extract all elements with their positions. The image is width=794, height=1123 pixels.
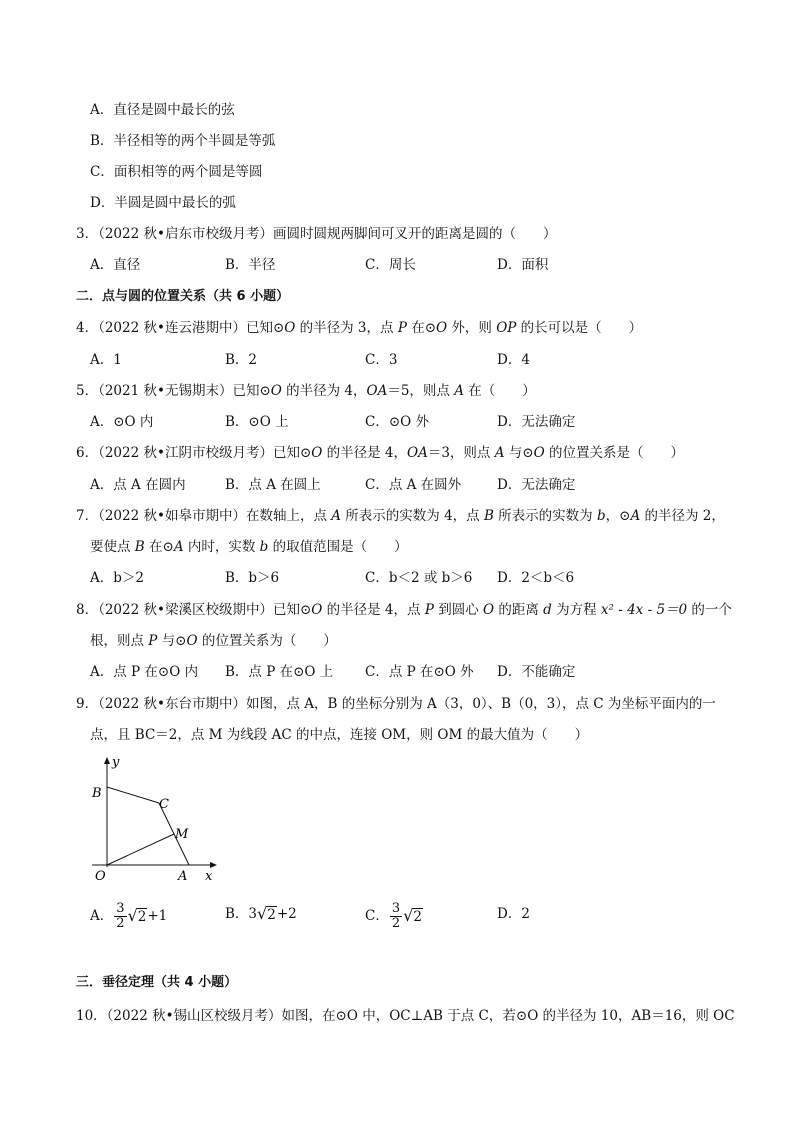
q5-text: ＝5，则点 (387, 383, 455, 399)
sqrt-icon: √ (403, 906, 414, 925)
q4-text: 外，则 (447, 320, 497, 336)
q2-option-d: D．半圆是圆中最长的弧 (90, 195, 236, 211)
q2-option-c: C．面积相等的两个圆是等圆 (90, 164, 263, 180)
q8-text: 根，则点 (90, 633, 149, 649)
q6-var: A (494, 445, 505, 461)
q9-option-b (225, 902, 297, 927)
fraction-denominator: 2 (391, 916, 401, 931)
q3-option-d: D．面积 (497, 257, 549, 273)
label-o: O (95, 869, 106, 884)
q4-option-a: A．1 (90, 352, 122, 368)
q9-option-a-fraction (114, 902, 126, 931)
q9-option-c-label: C． (365, 908, 389, 924)
q6-text: 与⊙ (504, 445, 534, 461)
q4-option-d: D．4 (497, 352, 530, 368)
q7-text: 7．（2022 秋•如皋市期中）在数轴上，点 (76, 508, 332, 524)
q7-option-d: D．2＜b＜6 (497, 570, 575, 586)
q6-var: OA (407, 445, 428, 461)
q5-text: 在（ ） (463, 383, 536, 399)
section-2-title: 二．点与圆的位置关系（共 6 小题） (76, 289, 290, 304)
q8-var: O (311, 602, 323, 618)
q8-var: d (543, 602, 552, 618)
q9-option-d: D．2 (497, 906, 530, 922)
q7-text: 要使点 (90, 539, 135, 555)
q6-option-c: C．点 A 在圆外 (365, 477, 462, 493)
q6-option-a: A．点 A 在圆内 (90, 477, 186, 493)
q4-var: O (436, 320, 448, 336)
q8-text: 到圆心 (433, 602, 483, 618)
q8-var: P (424, 602, 434, 618)
q7-stem-line2 (90, 537, 408, 557)
q7-stem-line1 (76, 506, 725, 526)
q3-option-b: B．半径 (225, 257, 276, 273)
q7-text: 的半径为 2， (640, 508, 725, 524)
q7-var: b (259, 539, 269, 555)
q9-stem-line2: 点，且 BC＝2，点 M 为线段 AC 的中点，连接 OM，则 OM 的最大值为（ ） (90, 727, 589, 743)
q5-option-d: D．无法确定 (497, 414, 576, 430)
q8-text: 为方程 (551, 602, 601, 618)
q4-option-c: C．3 (365, 352, 398, 368)
q8-text: 的一个 (687, 602, 732, 618)
q8-option-c: C．点 P 在⊙O 外 (365, 664, 474, 680)
label-c: C (159, 797, 169, 812)
q8-var: O (483, 602, 495, 618)
sqrt-icon: √ (257, 904, 268, 923)
q5-text: 5．（2021 秋•无锡期末）已知⊙ (76, 383, 271, 399)
label-m: M (175, 827, 189, 842)
q9-option-c (365, 902, 423, 931)
q4-option-b: B．2 (225, 352, 258, 368)
q4-text: 的半径为 3，点 (295, 320, 398, 336)
segment-bc (107, 787, 159, 803)
q6-stem (76, 443, 684, 463)
q9-stem-line1: 9．（2022 秋•东台市期中）如图，点 A，B 的坐标分别为 A（3，0）、B（0，3），点 C 为坐标平面内的一 (76, 696, 716, 712)
q4-text: 的长可以是（ ） (516, 320, 643, 336)
sqrt-radicand: 2 (267, 907, 276, 923)
fraction-numerator: 3 (391, 901, 401, 916)
q7-var: b (596, 508, 606, 524)
q9-option-a-sqrt (128, 904, 148, 929)
q9-option-b-tail: +2 (276, 906, 297, 922)
q7-text: 在⊙ (144, 539, 174, 555)
q5-stem (76, 381, 536, 401)
q5-option-b: B．⊙O 上 (225, 414, 289, 430)
q8-option-a: A．点 P 在⊙O 内 (90, 664, 199, 680)
q7-text: 所表示的实数为 4，点 (341, 508, 484, 524)
q9-coordinate-figure (88, 755, 228, 885)
q8-text: 的距离 (494, 602, 544, 618)
q5-var: OA (366, 383, 388, 399)
q4-var: P (397, 320, 407, 336)
q6-option-b: B．点 A 在圆上 (225, 477, 321, 493)
q9-option-a (90, 902, 167, 931)
label-x: x (205, 869, 213, 884)
q7-var: B (483, 508, 494, 524)
q7-text: 所表示的实数为 (493, 508, 597, 524)
q9-option-b-label: B． (225, 906, 249, 922)
label-y: y (112, 755, 120, 770)
q5-option-c: C．⊙O 外 (365, 414, 429, 430)
q2-option-b: B．半径相等的两个半圆是等弧 (90, 133, 276, 149)
q8-text: 与⊙ (157, 633, 187, 649)
q7-text: 的取值范围是（ ） (268, 539, 408, 555)
q6-var: O (311, 445, 323, 461)
q8-text: 的位置关系为（ ） (197, 633, 337, 649)
y-axis-arrow-icon (104, 757, 110, 764)
q2-option-a: A．直径是圆中最长的弦 (90, 102, 235, 118)
q6-text: 6．（2022 秋•江阴市校级月考）已知⊙ (76, 445, 312, 461)
q3-option-a: A．直径 (90, 257, 141, 273)
q5-option-a: A．⊙O 内 (90, 414, 154, 430)
q8-text: 8．（2022 秋•梁溪区校级期中）已知⊙ (76, 602, 312, 618)
q3-option-c: C．周长 (365, 257, 416, 273)
q10-stem: 10．（2022 秋•锡山区校级月考）如图，在⊙O 中，OC⊥AB 于点 C，若⊙O 的半径为 10，AB＝16，则 OC (76, 1008, 735, 1024)
q9-option-b-sqrt (257, 902, 277, 927)
q8-equation: x² - 4x - 5＝0 (600, 602, 688, 618)
segment-om (107, 834, 174, 865)
q8-text: 的半径是 4，点 (322, 602, 425, 618)
q7-var: B (134, 539, 145, 555)
q8-option-d: D．不能确定 (497, 664, 576, 680)
q8-var: P (148, 633, 158, 649)
q6-text: 的位置关系是（ ） (544, 445, 684, 461)
sqrt-radicand: 2 (137, 909, 147, 925)
q7-var: A (331, 508, 341, 524)
q4-var: O (284, 320, 296, 336)
q6-option-d: D．无法确定 (497, 477, 576, 493)
q8-stem-line2 (90, 631, 337, 651)
q9-option-b-coef: 3 (248, 906, 258, 922)
label-a: A (178, 869, 188, 884)
q7-option-a: A．b＞2 (90, 570, 144, 586)
q4-stem (76, 318, 642, 338)
sqrt-icon: √ (127, 906, 138, 925)
q7-text: ，⊙ (605, 508, 631, 524)
q5-text: 的半径为 4， (281, 383, 367, 399)
q4-text: 4．（2022 秋•连云港期中）已知⊙ (76, 320, 285, 336)
fraction-numerator: 3 (116, 901, 125, 916)
q9-option-a-tail: +1 (147, 908, 168, 924)
q4-text: 在⊙ (406, 320, 437, 336)
q9-option-c-sqrt (403, 904, 423, 929)
q7-option-b: B．b＞6 (225, 570, 280, 586)
sqrt-radicand: 2 (413, 909, 422, 925)
fraction-denominator: 2 (116, 916, 125, 931)
label-b: B (92, 786, 102, 801)
q7-var: A (173, 539, 184, 555)
q5-var: A (454, 383, 464, 399)
q9-option-c-fraction (390, 902, 402, 931)
q9-option-a-label: A． (90, 908, 114, 924)
section-3-title: 三．垂径定理（共 4 小题） (76, 975, 238, 990)
q7-option-c: C．b＜2 或 b＞6 (365, 570, 473, 586)
x-axis-arrow-icon (210, 862, 217, 868)
q3-stem: 3．（2022 秋•启东市校级月考）画圆时圆规两脚间可叉开的距离是圆的（ ） (76, 226, 557, 242)
q8-var: O (186, 633, 198, 649)
q7-var: A (630, 508, 641, 524)
q6-text: ＝3，则点 (427, 445, 495, 461)
q8-stem-line1 (76, 600, 732, 620)
q8-option-b: B．点 P 在⊙O 上 (225, 664, 334, 680)
q6-text: 的半径是 4， (322, 445, 408, 461)
q5-var: O (270, 383, 282, 399)
q6-var: O (533, 445, 545, 461)
q4-var: OP (496, 320, 517, 336)
q7-text: 内时，实数 (183, 539, 260, 555)
